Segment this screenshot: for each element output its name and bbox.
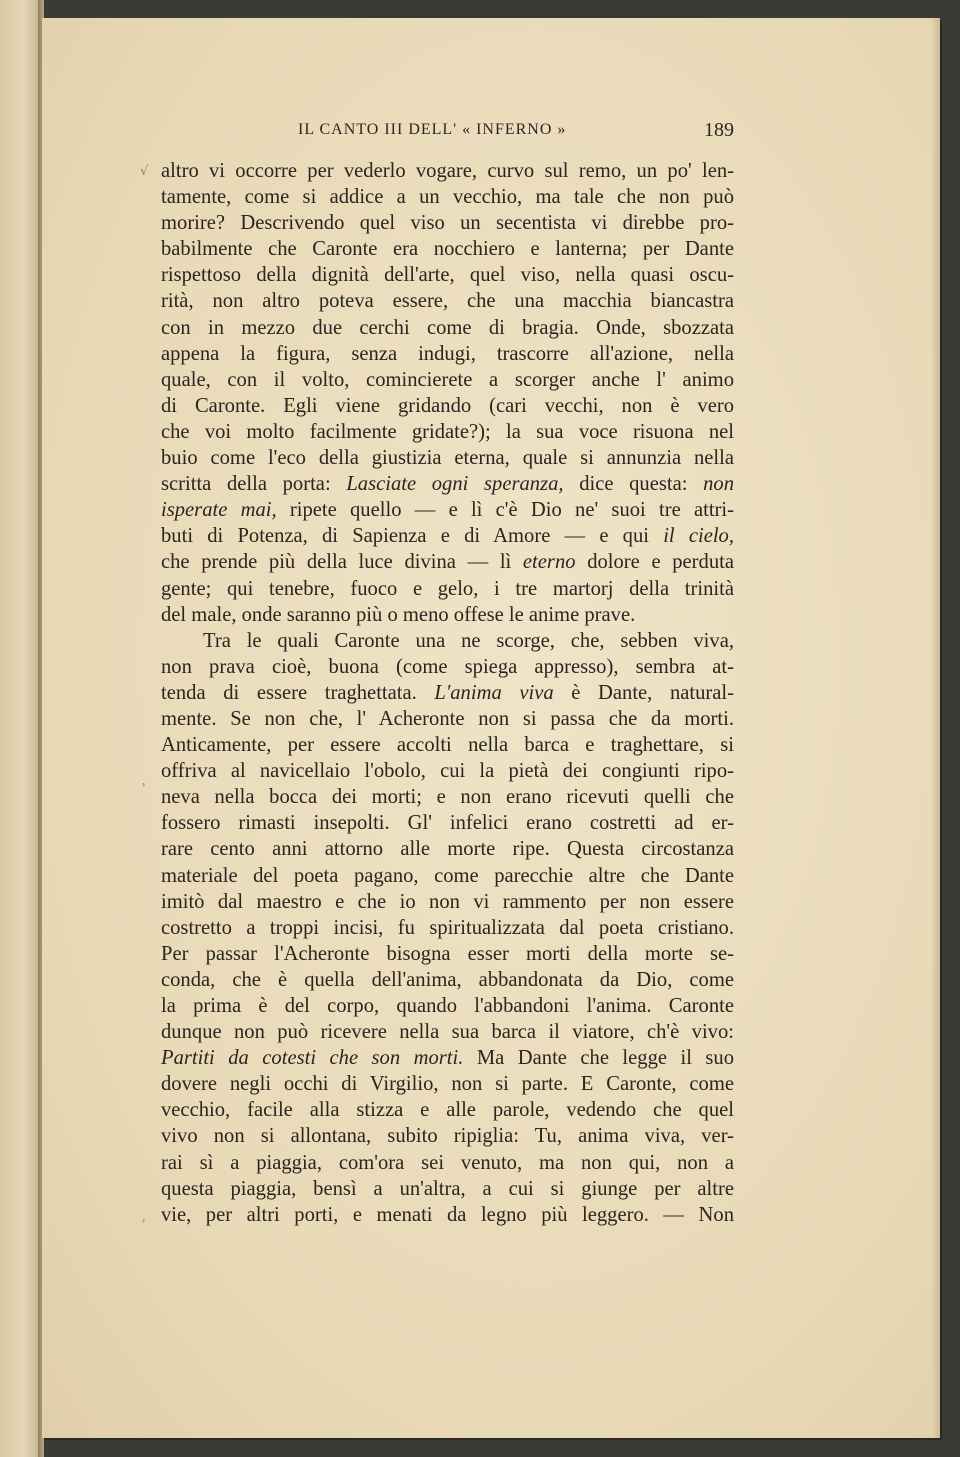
text-segment: Ma Dante che legge il suo	[463, 1047, 734, 1070]
text-line: la prima è del corpo, quando l'abbandoni l'anima. Caronte	[161, 995, 734, 1017]
text-line: dovere negli occhi di Virgilio, non si parte. E Caronte, come	[161, 1073, 734, 1096]
italic-quote: isperate mai,	[161, 499, 277, 522]
text-line: Per passar l'Acheronte bisogna esser morti della morte se-	[161, 942, 734, 965]
text-segment: dice questa:	[563, 473, 704, 496]
text-line: vivo non si allontana, subito ripiglia: Tu, anima viva, ver-	[161, 1125, 734, 1148]
text-line	[161, 1045, 734, 1071]
facing-page-edge	[0, 0, 40, 1457]
text-segment: buti di Potenza, di Sapienza e di Amore — e qui	[161, 525, 664, 548]
running-header	[160, 119, 734, 145]
text-line: non prava cioè, buona (come spiega appresso), sembra at-	[161, 655, 734, 678]
italic-quote: il cielo,	[663, 525, 734, 548]
text-line: appena la figura, senza indugi, trascorre all'azione, nella	[161, 342, 734, 365]
running-title: IL CANTO III DELL' « INFERNO »	[298, 121, 567, 138]
text-segment: tenda di essere traghettata.	[161, 681, 435, 704]
text-line: rispettoso della dignità dell'arte, quel viso, nella quasi oscu-	[161, 264, 734, 287]
margin-mark: ʾ	[142, 1218, 146, 1233]
italic-quote: non	[703, 473, 735, 496]
text-line: materiale del poeta pagano, come parecchie altre che Dante	[161, 864, 734, 887]
page-number: 189	[704, 119, 734, 141]
text-segment: dolore e perduta	[575, 551, 734, 574]
italic-quote: Partiti da cotesti che son morti.	[161, 1047, 464, 1070]
text-line	[161, 471, 734, 497]
text-line: fossero rimasti insepolti. Gl' infelici erano costretti ad er-	[161, 812, 734, 835]
italic-quote: Lasciate ogni speranza,	[346, 473, 564, 496]
text-segment: scritta della porta:	[161, 473, 347, 496]
text-line: rità, non altro poteva essere, che una macchia biancastra	[161, 290, 734, 313]
text-line: altro vi occorre per vederlo vogare, curvo sul remo, un po' len-	[161, 160, 734, 182]
text-segment: ripete quello — e lì c'è Dio ne' suoi tre attri-	[276, 499, 734, 522]
italic-quote: L'anima viva	[434, 681, 554, 704]
text-line: imitò dal maestro e che io non vi rammento per non essere	[161, 890, 734, 913]
text-line: rai sì a piaggia, com'ora sei venuto, ma non qui, non a	[161, 1151, 734, 1174]
text-segment: è Dante, natural-	[553, 681, 734, 704]
italic-quote: eterno	[522, 551, 576, 574]
text-line: di Caronte. Egli viene gridando (cari vecchi, non è vero	[161, 394, 734, 417]
text-line: neva nella bocca dei morti; e non erano ricevuti quelli che	[161, 786, 734, 809]
text-line	[161, 497, 734, 523]
text-line	[161, 523, 734, 549]
text-line: mente. Se non che, l' Acheronte non si passa che da morti.	[161, 707, 734, 730]
text-line: conda, che è quella dell'anima, abbandonata da Dio, come	[161, 968, 734, 991]
page-right-edge	[932, 18, 940, 1438]
text-line: dunque non può ricevere nella sua barca il viatore, ch'è vivo:	[161, 1021, 734, 1044]
text-line: questa piaggia, bensì a un'altra, a cui si giunge per altre	[161, 1177, 734, 1200]
text-line: babilmente che Caronte era nocchiero e lanterna; per Dante	[161, 238, 734, 261]
text-line: rare cento anni attorno alle morte ripe. Questa circostanza	[161, 838, 734, 861]
text-line: tamente, come si addice a un vecchio, ma tale che non può	[161, 186, 734, 209]
text-segment: che prende più della luce divina — lì	[161, 551, 523, 574]
text-line: buio come l'eco della giustizia eterna, quale si annunzia nella	[161, 447, 734, 470]
text-line	[161, 549, 734, 575]
margin-mark: ʾ	[142, 782, 146, 797]
text-line: morire? Descrivendo quel viso un secentista vi direbbe pro-	[161, 212, 734, 235]
text-line: con in mezzo due cerchi come di bragia. Onde, sbozzata	[161, 316, 734, 339]
text-line: gente; qui tenebre, fuoco e gelo, i tre martorj della trinità	[161, 577, 734, 600]
text-line: Tra le quali Caronte una ne scorge, che, sebben viva,	[203, 629, 734, 652]
text-line: quale, con il volto, comincierete a scorger anche l' animo	[161, 368, 734, 391]
text-line: del male, onde saranno più o meno offese le anime prave.	[161, 603, 636, 626]
text-line	[161, 680, 734, 706]
text-line: offriva al navicellaio l'obolo, cui la pietà dei congiunti ripo-	[161, 760, 734, 783]
text-line: costretto a troppi incisi, fu spiritualizzata dal poeta cristiano.	[161, 916, 734, 939]
body-text	[161, 158, 734, 1228]
text-line: Anticamente, per essere accolti nella barca e traghettare, si	[161, 734, 734, 757]
text-line: vecchio, facile alla stizza e alle parole, vedendo che quel	[161, 1099, 734, 1122]
margin-mark: √	[140, 164, 149, 179]
text-line: che voi molto facilmente gridate?); la sua voce risuona nel	[161, 420, 734, 443]
text-line: vie, per altri porti, e menati da legno più leggero. — Non	[161, 1203, 734, 1226]
